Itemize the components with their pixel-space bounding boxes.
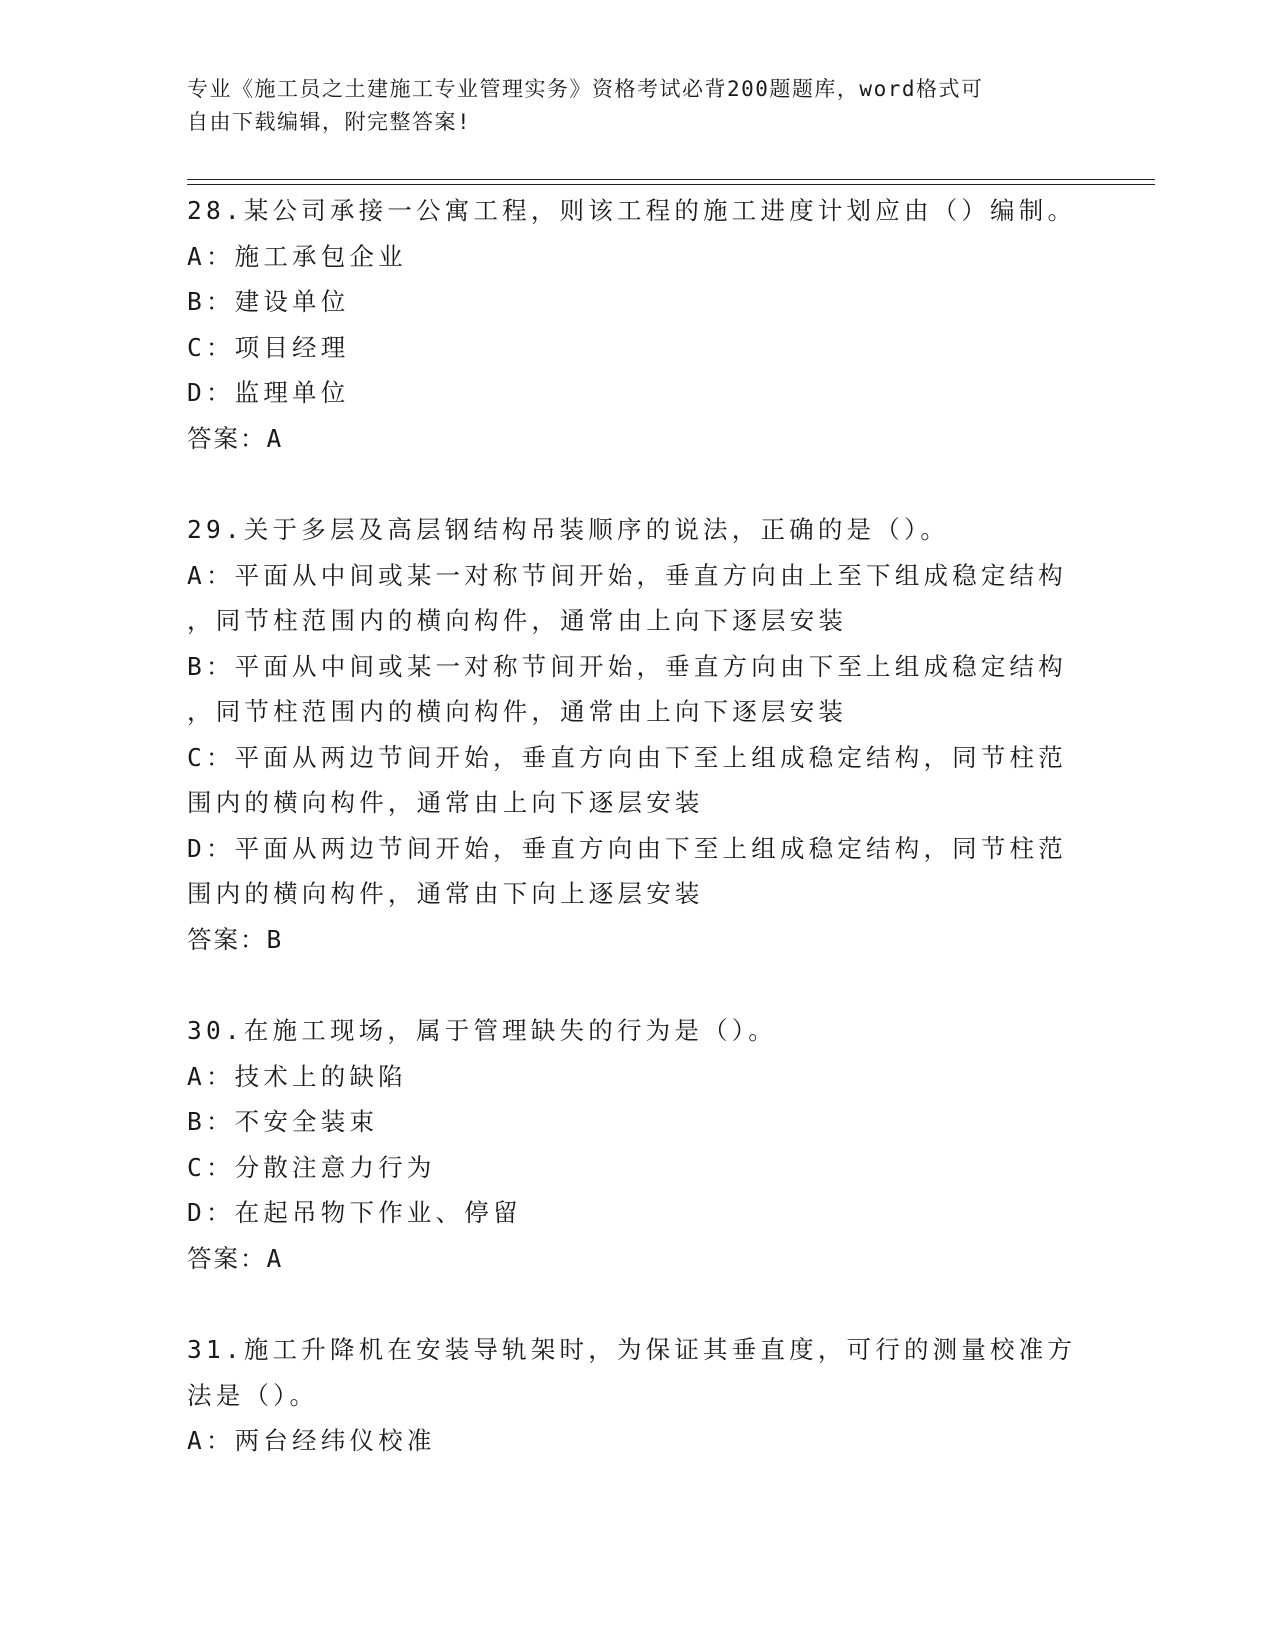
option-d: D：平面从两边节间开始，垂直方向由下至上组成稳定结构，同节柱范 bbox=[187, 833, 1067, 863]
option-b: B：平面从中间或某一对称节间开始，垂直方向由下至上组成稳定结构 bbox=[187, 651, 1067, 681]
option-b: B：不安全装束 bbox=[187, 1107, 379, 1136]
header-rule-top bbox=[187, 179, 1155, 180]
question-30 bbox=[187, 1008, 1087, 1281]
option-b-continued: ，同节柱范围内的横向构件，通常由上向下逐层安装 bbox=[187, 697, 848, 726]
option-d: D：在起吊物下作业、停留 bbox=[187, 1198, 522, 1227]
option-d: D：监理单位 bbox=[187, 378, 350, 407]
question-31 bbox=[187, 1327, 1087, 1464]
option-d-continued: 围内的横向构件，通常由下向上逐层安装 bbox=[187, 879, 704, 908]
option-c: C：项目经理 bbox=[187, 332, 350, 362]
question-stem: 31.施工升降机在安装导轨架时，为保证其垂直度，可行的测量校准方 bbox=[187, 1335, 1077, 1364]
answer: 答案：B bbox=[187, 924, 284, 954]
question-stem: 29.关于多层及高层钢结构吊装顺序的说法，正确的是（）。 bbox=[187, 515, 950, 544]
option-a: A：技术上的缺陷 bbox=[187, 1061, 407, 1091]
question-list bbox=[187, 188, 1087, 1510]
option-a: A：施工承包企业 bbox=[187, 241, 407, 271]
question-28 bbox=[187, 188, 1087, 461]
option-a-continued: ，同节柱范围内的横向构件，通常由上向下逐层安装 bbox=[187, 606, 848, 635]
header-line-1: 专业《施工员之土建施工专业管理实务》资格考试必背200题题库，word格式可 bbox=[187, 77, 984, 101]
question-stem-continued: 法是（）。 bbox=[187, 1380, 319, 1410]
option-c: C：平面从两边节间开始，垂直方向由下至上组成稳定结构，同节柱范 bbox=[187, 742, 1067, 772]
option-a: A：两台经纬仪校准 bbox=[187, 1426, 436, 1455]
question-stem: 30.在施工现场，属于管理缺失的行为是（）。 bbox=[187, 1016, 777, 1045]
option-c: C：分散注意力行为 bbox=[187, 1152, 436, 1182]
option-b: B：建设单位 bbox=[187, 287, 350, 316]
answer: 答案：A bbox=[187, 1243, 284, 1273]
question-29 bbox=[187, 507, 1087, 962]
header-rule-bottom bbox=[187, 184, 1155, 185]
document-header bbox=[187, 73, 1067, 139]
option-c-continued: 围内的横向构件，通常由上向下逐层安装 bbox=[187, 788, 704, 817]
header-line-2: 自由下载编辑，附完整答案! bbox=[187, 110, 472, 134]
answer: 答案：A bbox=[187, 423, 284, 453]
option-a: A：平面从中间或某一对称节间开始，垂直方向由上至下组成稳定结构 bbox=[187, 560, 1067, 590]
question-stem: 28.某公司承接一公寓工程，则该工程的施工进度计划应由（）编制。 bbox=[187, 196, 1077, 225]
